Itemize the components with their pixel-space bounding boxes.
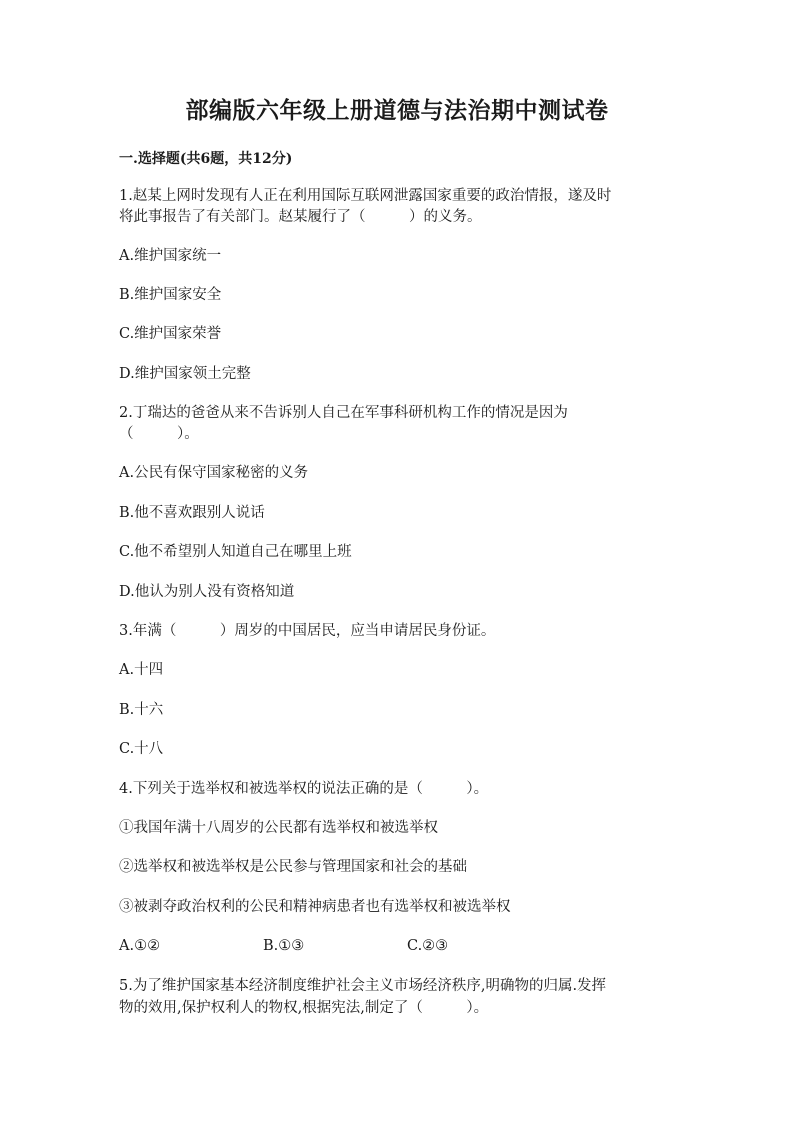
question-3-option-c: C.十八: [119, 741, 164, 757]
page-title: 部编版六年级上册道德与法治期中测试卷: [185, 97, 609, 124]
section-heading: 一.选择题(共6题，共12分): [119, 151, 293, 167]
question-4-option-a: A.①②: [119, 938, 161, 954]
question-1-option-d: D.维护国家领土完整: [119, 366, 251, 382]
question-2-stem-line-2: （ ）。: [119, 426, 199, 442]
question-1-stem-line-2: 将此事报告了有关部门。赵某履行了（ ）的义务。: [119, 209, 482, 225]
question-4-statement-2: ②选举权和被选举权是公民参与管理国家和社会的基础: [119, 859, 467, 875]
question-2-option-c: C.他不希望别人知道自己在哪里上班: [119, 544, 352, 560]
question-2-option-d: D.他认为别人没有资格知道: [119, 584, 295, 600]
question-4-option-b: B.①③: [263, 938, 305, 954]
question-5-stem-line-2: 物的效用,保护权利人的物权,根据宪法,制定了（ ）。: [119, 1000, 489, 1016]
question-2-option-a: A.公民有保守国家秘密的义务: [119, 465, 309, 481]
question-4-statement-1: ①我国年满十八周岁的公民都有选举权和被选举权: [119, 820, 438, 836]
question-5-stem-line-1: 5.为了维护国家基本经济制度维护社会主义市场经济秩序,明确物的归属.发挥: [119, 978, 607, 994]
question-4-option-c: C.②③: [407, 938, 449, 954]
question-2-option-b: B.他不喜欢跟别人说话: [119, 505, 265, 521]
question-1-option-a: A.维护国家统一: [119, 248, 222, 264]
question-1-stem-line-1: 1.赵某上网时发现有人正在利用国际互联网泄露国家重要的政治情报，遂及时: [119, 188, 612, 204]
question-4-statement-3: ③被剥夺政治权利的公民和精神病患者也有选举权和被选举权: [119, 899, 511, 915]
question-4-options-row: [119, 935, 679, 957]
question-3-option-a: A.十四: [119, 662, 164, 678]
question-3-option-b: B.十六: [119, 702, 164, 718]
question-1-option-c: C.维护国家荣誉: [119, 326, 222, 342]
question-1-option-b: B.维护国家安全: [119, 287, 222, 303]
question-3-stem-line-1: 3.年满（ ）周岁的中国居民，应当申请居民身份证。: [119, 623, 496, 639]
question-4-stem-line-1: 4.下列关于选举权和被选举权的说法正确的是（ ）。: [119, 781, 489, 797]
question-2-stem-line-1: 2.丁瑞达的爸爸从来不告诉别人自己在军事科研机构工作的情况是因为: [119, 405, 568, 421]
